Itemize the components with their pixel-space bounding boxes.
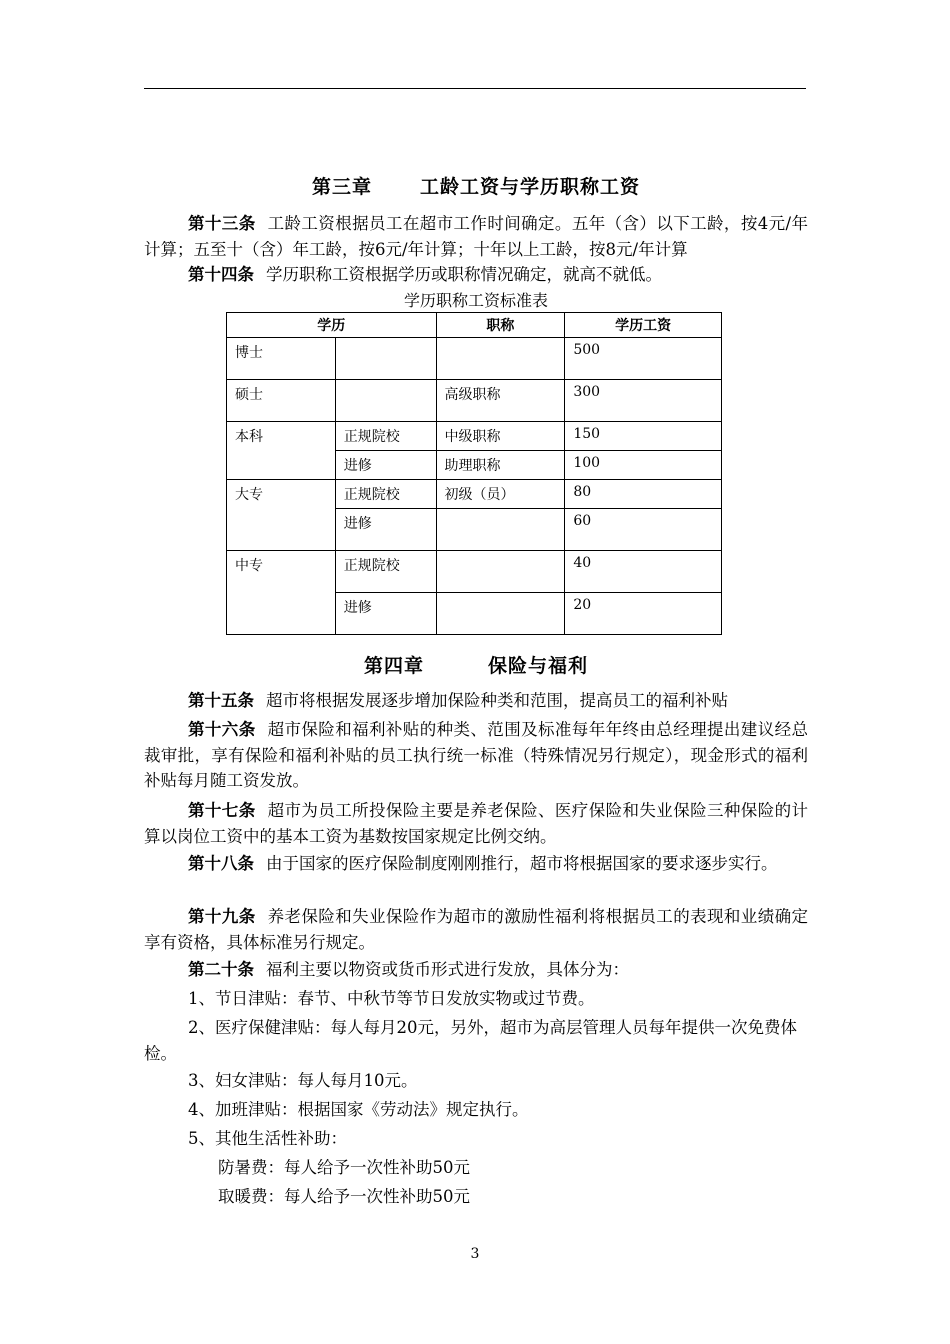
chapter-3-title: 工龄工资与学历职称工资 (420, 176, 641, 198)
header-education: 学历 (227, 313, 437, 338)
article-15-label: 第十五条 (188, 691, 254, 710)
cell-school: 正规院校 (335, 422, 436, 451)
article-17-text: 超市为员工所投保险主要是养老保险、医疗保险和失业保险三种保险的计算以岗位工资中的基本工资为基数按国家规定比例交纳。 (144, 801, 809, 846)
table-row (227, 338, 722, 380)
table-row (227, 480, 722, 509)
cell-education: 大专 (227, 480, 336, 551)
cell-wage: 40 (565, 551, 722, 593)
table-row (227, 380, 722, 422)
wage-standard-table (226, 312, 722, 635)
cell-education: 博士 (227, 338, 336, 380)
cell-school: 进修 (335, 593, 436, 635)
cell-title (436, 338, 565, 380)
article-20-label: 第二十条 (188, 960, 254, 979)
cell-title (436, 593, 565, 635)
cell-title: 中级职称 (436, 422, 565, 451)
article-13-text: 工龄工资根据员工在超市工作时间确定。五年（含）以下工龄，按4元/年计算；五至十（含）年工龄，按6元/年计算；十年以上工龄，按8元/年计算 (144, 214, 808, 259)
cell-wage: 20 (565, 593, 722, 635)
cell-school: 进修 (335, 509, 436, 551)
article-17 (144, 798, 808, 849)
table-row (227, 551, 722, 593)
article-18-text: 由于国家的医疗保险制度刚刚推行，超市将根据国家的要求逐步实行。 (266, 854, 778, 873)
welfare-item-1: 1、节日津贴：春节、中秋节等节日发放实物或过节费。 (188, 989, 595, 1008)
cell-school (335, 338, 436, 380)
cell-title: 初级（员） (436, 480, 565, 509)
cell-school: 进修 (335, 451, 436, 480)
article-14-text: 学历职称工资根据学历或职称情况确定，就高不就低。 (266, 265, 662, 284)
article-19 (144, 904, 808, 955)
header-rule (144, 88, 806, 89)
article-20 (144, 957, 808, 983)
cell-wage: 300 (565, 380, 722, 422)
table-caption: 学历职称工资标准表 (403, 291, 548, 310)
table-header-row (227, 313, 722, 338)
cell-education: 中专 (227, 551, 336, 635)
chapter-4-title: 保险与福利 (488, 655, 589, 677)
article-16-text: 超市保险和福利补贴的种类、范围及标准每年年终由总经理提出建议经总裁审批，享有保险和福利补贴的员工执行统一标准（特殊情况另行规定），现金形式的福利补贴每月随工资发放。 (144, 720, 809, 790)
header-title: 职称 (436, 313, 565, 338)
chapter-4-number: 第四章 (363, 655, 424, 677)
article-16-label: 第十六条 (188, 720, 256, 739)
article-19-label: 第十九条 (188, 907, 256, 926)
article-14-label: 第十四条 (188, 265, 254, 284)
article-13-label: 第十三条 (188, 214, 256, 233)
chapter-3-number: 第三章 (311, 176, 372, 198)
page-number: 3 (470, 1246, 480, 1262)
welfare-item-4: 4、加班津贴：根据国家《劳动法》规定执行。 (188, 1100, 529, 1119)
cell-title: 高级职称 (436, 380, 565, 422)
cell-school (335, 380, 436, 422)
cell-education: 硕士 (227, 380, 336, 422)
welfare-subitem-winter: 取暖费：每人给予一次性补助50元 (218, 1187, 470, 1206)
cell-title: 助理职称 (436, 451, 565, 480)
article-19-text: 养老保险和失业保险作为超市的激励性福利将根据员工的表现和业绩确定享有资格，具体标准另行规定。 (144, 907, 809, 952)
cell-wage: 60 (565, 509, 722, 551)
cell-wage: 150 (565, 422, 722, 451)
table-row (227, 422, 722, 451)
article-15-text: 超市将根据发展逐步增加保险种类和范围，提高员工的福利补贴 (266, 691, 728, 710)
welfare-subitem-summer: 防暑费：每人给予一次性补助50元 (218, 1158, 470, 1177)
cell-wage: 500 (565, 338, 722, 380)
welfare-item-3: 3、妇女津贴：每人每月10元。 (188, 1071, 418, 1090)
article-15 (144, 688, 808, 714)
cell-title (436, 509, 565, 551)
article-18 (144, 851, 808, 877)
chapter-4-heading (144, 651, 808, 678)
welfare-item-2: 2、医疗保健津贴：每人每月20元，另外，超市为高层管理人员每年提供一次免费体检。 (144, 1018, 797, 1063)
welfare-item-5: 5、其他生活性补助： (188, 1129, 347, 1148)
cell-education: 本科 (227, 422, 336, 480)
article-16 (144, 717, 808, 794)
article-13 (144, 211, 808, 262)
cell-school: 正规院校 (335, 480, 436, 509)
cell-wage: 80 (565, 480, 722, 509)
header-wage: 学历工资 (565, 313, 722, 338)
cell-title (436, 551, 565, 593)
article-20-text: 福利主要以物资或货币形式进行发放，具体分为： (266, 960, 629, 979)
article-18-label: 第十八条 (188, 854, 254, 873)
cell-wage: 100 (565, 451, 722, 480)
cell-school: 正规院校 (335, 551, 436, 593)
article-14 (144, 262, 808, 288)
article-17-label: 第十七条 (188, 801, 256, 820)
chapter-3-heading (144, 172, 808, 199)
